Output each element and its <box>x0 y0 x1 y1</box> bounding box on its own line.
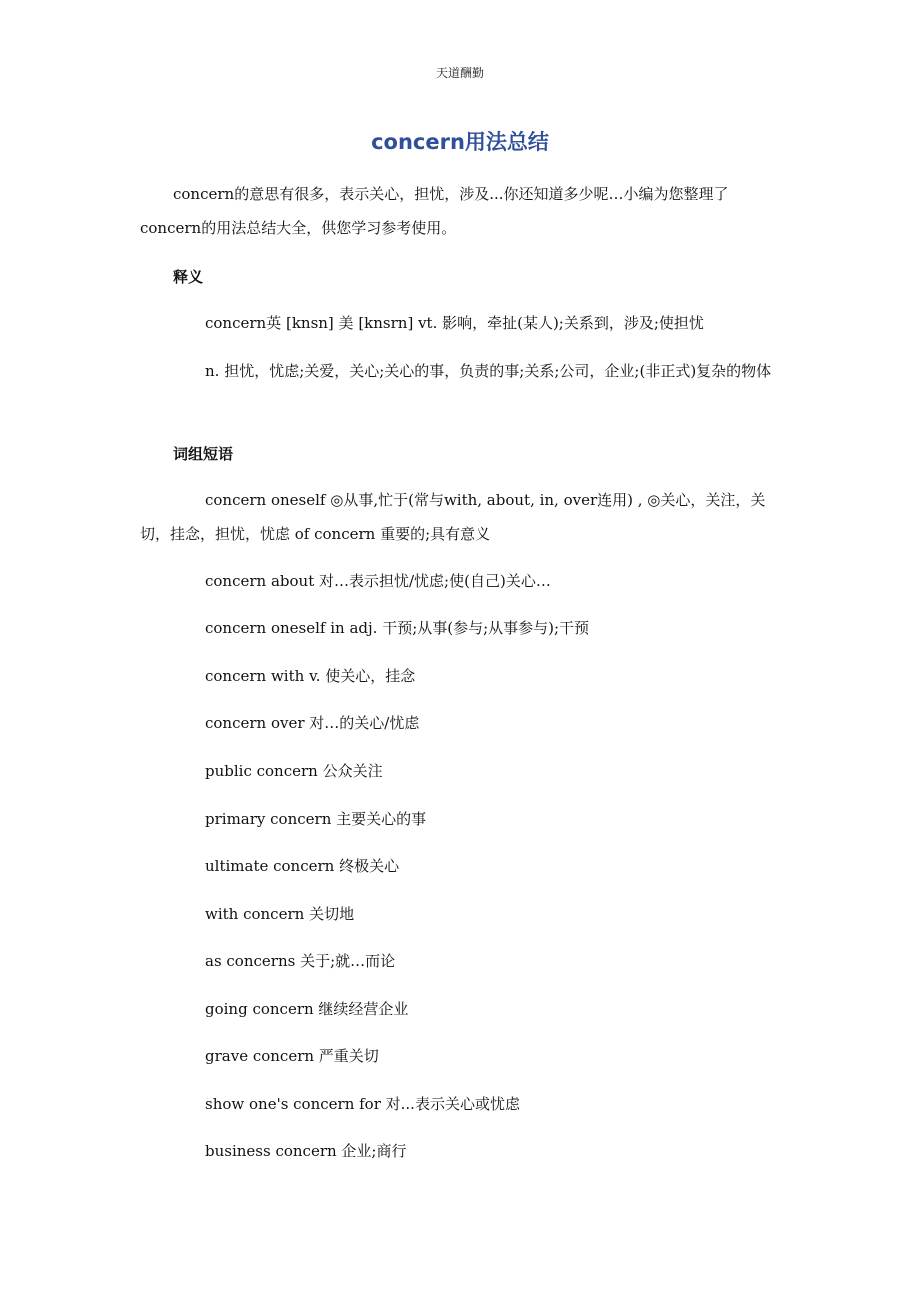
definition-heading: 释义 <box>173 268 204 286</box>
phrase-item: show one's concern for 对...表示关心或忧虑 <box>205 1095 520 1113</box>
definition-line-2: n. 担忧，忧虑;关爱，关心;关心的事，负责的事;关系;公司，企业;(非正式)复杂的物体 <box>205 362 772 380</box>
phrase-item: public concern 公众关注 <box>205 762 383 780</box>
phrase-item: primary concern 主要关心的事 <box>205 810 427 828</box>
phrase-item: concern about 对…表示担忧/忧虑;使(自己)关心… <box>205 572 551 590</box>
phrase-item: concern oneself in adj. 干预;从事(参与;从事参与);干预 <box>205 619 590 637</box>
phrase-item: with concern 关切地 <box>205 905 355 923</box>
phrase-item: going concern 继续经营企业 <box>205 1000 409 1018</box>
phrase-item: as concerns 关于;就…而论 <box>205 952 396 970</box>
definition-line-1: concern英 [knsn] 美 [knsrn] vt. 影响，牵扯(某人);关系到，涉及;使担忧 <box>205 314 704 332</box>
phrase-first: concern oneself ◎从事,忙于(常与with, about, in, over连用) , ◎关心，关注，关切，挂念，担忧，忧虑 of concern 重要的;具有意义 <box>140 491 766 543</box>
document-title: concern用法总结 <box>371 130 549 154</box>
phrase-item: concern with v. 使关心，挂念 <box>205 667 416 685</box>
intro-paragraph: concern的意思有很多，表示关心，担忧，涉及...你还知道多少呢…小编为您整理了concern的用法总结大全，供您学习参考使用。 <box>140 185 729 237</box>
phrase-item: business concern 企业;商行 <box>205 1142 407 1160</box>
phrases-heading: 词组短语 <box>173 445 234 463</box>
phrase-item: ultimate concern 终极关心 <box>205 857 400 875</box>
phrase-item: concern over 对…的关心/忧虑 <box>205 714 420 732</box>
phrase-item: grave concern 严重关切 <box>205 1047 379 1065</box>
page-header: 天道酬勤 <box>435 66 484 80</box>
